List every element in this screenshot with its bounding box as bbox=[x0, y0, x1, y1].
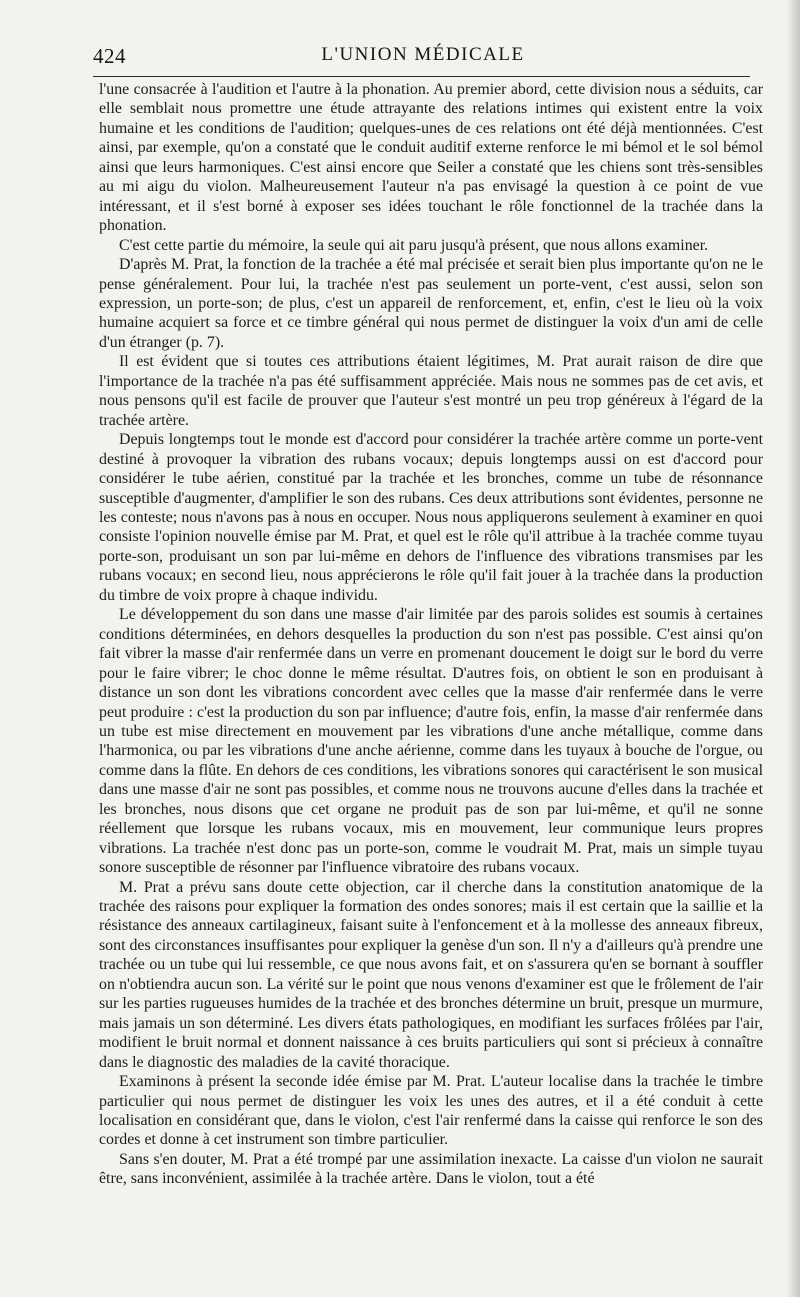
running-title: L'UNION MÉDICALE bbox=[321, 44, 525, 65]
paragraph: Il est évident que si toutes ces attributions étaient légitimes, M. Prat aurait raison de dire que l'importance de la trachée n'a pas été suffisamment appréciée. Mais nous ne sommes pas de cet avis, et nous pensons qu'il est facile de prouver que l'auteur s'est montré un peu trop généreux à l'égard de la trachée artère. bbox=[99, 353, 763, 429]
paragraph: Sans s'en douter, M. Prat a été trompé par une assimilation inexacte. La caisse d'un violon ne saurait être, sans inconvénient, assimilée à la trachée artère. Dans le violon, tout a été bbox=[99, 1150, 763, 1188]
paragraph: Le développement du son dans une masse d'air limitée par des parois solides est soumis à certaines conditions déterminées, en dehors desquelles la production du son n'est pas possible. C'est ainsi qu'on fait vibrer la masse d'air renfermée dans un verre en promenant doucement le doigt sur le bord du verre pour le faire vibrer; le choc donne le même résultat. D'autres fois, on obtient le son en produisant à distance un son dont les vibrations concordent avec celles que la masse d'air renfermée dans le verre peut produire : c'est la production du son par influence; d'autre fois, enfin, la masse d'air renfermée dans un tube est mise directement en mouvement par les vibrations d'une anche métallique, comme dans l'harmonica, ou par les vibrations d'une anche aérienne, comme dans les tuyaux à bouche de l'orgue, ou comme dans la flûte. En dehors de ces conditions, les vibrations sonores qui caractérisent le son musical dans une masse d'air ne sont pas possibles, et comme nous ne trouvons aucune d'elles dans la trachée et les bronches, nous disons que cet organe ne produit pas de son par lui-même, et qu'il ne sonne réellement que lorsque les rubans vocaux, mis en mouvement, leur communique leurs propres vibrations. La trachée n'est donc pas un porte-son, comme le voudrait M. Prat, mais un simple tuyau sonore susceptible de résonner par l'influence vibratoire des rubans vocaux. bbox=[99, 606, 763, 877]
paragraph: Depuis longtemps tout le monde est d'accord pour considérer la trachée artère comme un porte-vent destiné à provoquer la vibration des rubans vocaux; depuis longtemps aussi on est d'accord pour considérer le tube aérien, constitué par la trachée et les bronches, comme un tube de résonnance susceptible d'augmenter, d'amplifier le son des rubans. Ces deux attributions sont évidentes, personne ne les conteste; nous n'avons pas à nous en occuper. Nous nous appliquerons seulement à examiner en quoi consiste l'opinion nouvelle émise par M. Prat, et quel est le rôle qu'il attribue à la trachée comme tuyau porte-son, produisant un son par lui-même en dehors de l'influence des vibrations transmises par les rubans vocaux; en second lieu, nous apprécierons le rôle qu'il fait jouer à la trachée dans la production du timbre de voix propre à chaque individu. bbox=[99, 431, 763, 604]
article-body bbox=[99, 80, 763, 1189]
paragraph: C'est cette partie du mémoire, la seule qui ait paru jusqu'à présent, que nous allons examiner. bbox=[119, 236, 709, 254]
page-header bbox=[93, 42, 753, 72]
paragraph-continued: l'une consacrée à l'audition et l'autre à la phonation. Au premier abord, cette division nous a séduits, car elle semblait nous promettre une étude attrayante des relations intimes qui existent entre la voix humaine et les conditions de l'audition; quelques-unes de ces relations ont été déjà mentionnées. C'est ainsi, par exemple, qu'on a constaté que le conduit auditif externe renforce le mi bémol et le sol bémol ainsi que leurs harmoniques. C'est ainsi encore que Seiler a constaté que les chiens sont très-sensibles au mi aigu du violon. Malheureusement l'auteur n'a pas envisagé la question à ce point de vue intéressant, et il s'est borné à exposer ses idées touchant le rôle fonctionnel de la trachée dans la phonation. bbox=[99, 81, 763, 235]
paragraph: M. Prat a prévu sans doute cette objection, car il cherche dans la constitution anatomique de la trachée des raisons pour expliquer la formation des ondes sonores; mais il est certain que la saillie et la résistance des anneaux cartilagineux, faisant suite à l'enfoncement et à la mollesse des anneaux fibreux, sont des circonstances insuffisantes pour expliquer la genèse d'un son. Il n'y a d'ailleurs qu'à prendre une trachée ou un tube qui lui ressemble, ce que nous avons fait, et on s'assurera qu'en se bornant à souffler on n'obtiendra aucun son. La vérité sur le point que nous venons d'examiner est que le frôlement de l'air sur les parties rugueuses humides de la trachée et des bronches détermine un bruit, presque un murmure, mais jamais un son déterminé. Les divers états pathologiques, en modifiant les surfaces frôlées par l'air, modifient le bruit normal et donnent naissance à ces bruits particuliers qui sont si précieux à connaître dans le diagnostic des maladies de la cavité thoracique. bbox=[99, 878, 763, 1071]
page-edge-shadow bbox=[786, 0, 800, 1297]
paragraph: D'après M. Prat, la fonction de la trachée a été mal précisée et serait bien plus importante qu'on ne le pense généralement. Pour lui, la trachée n'est pas seulement un porte-vent, c'est aussi, selon son expression, un porte-son; de plus, c'est un appareil de renforcement, et, enfin, c'est le lieu où la voix humaine acquiert sa force et ce timbre général qui nous permet de distinguer la voix d'un ami de celle d'un étranger (p. 7). bbox=[99, 256, 763, 351]
header-rule bbox=[93, 76, 750, 77]
paragraph: Examinons à présent la seconde idée émise par M. Prat. L'auteur localise dans la trachée le timbre particulier qui nous permet de distinguer les voix les unes des autres, et il a été conduit à cette localisation en considérant que, dans le violon, c'est l'air renfermé dans la caisse qui renforce le son des cordes et donne à cet instrument son timbre particulier. bbox=[99, 1073, 763, 1149]
page-number: 424 bbox=[93, 44, 126, 68]
